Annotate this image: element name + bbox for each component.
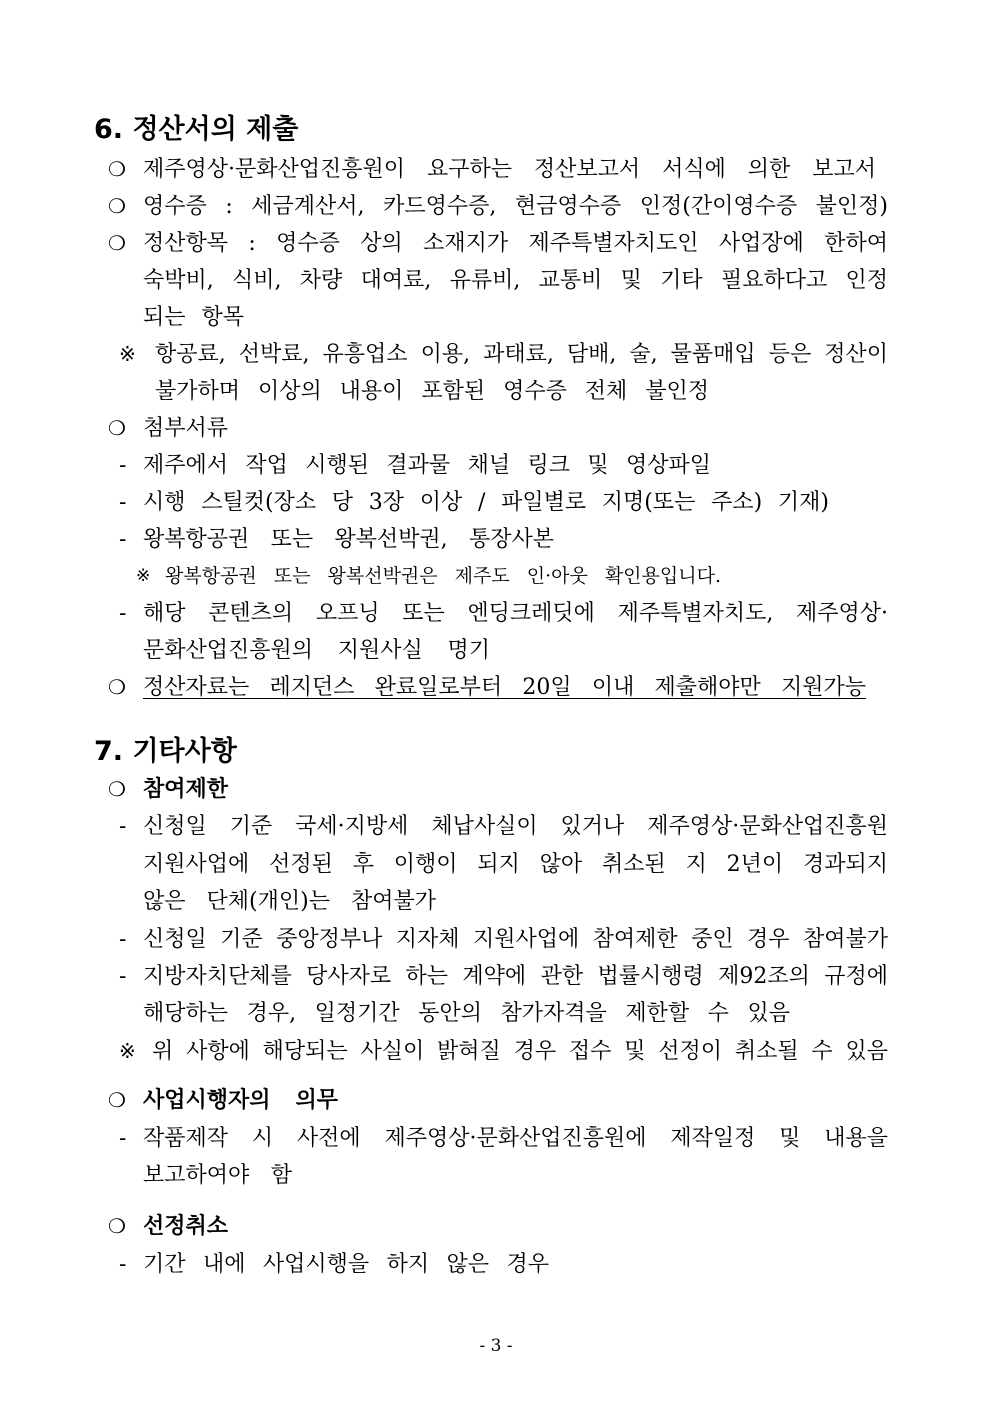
item-text: 않은 단체(개인)는 참여불가 [143,889,436,915]
dash-bullet: - [119,601,127,626]
note-item [0,1033,992,1070]
item-text: 영수증 : 세금계산서, 카드영수증, 현금영수증 인정(간이영수증 불인정) [143,194,888,219]
sub-list-item [0,1246,992,1283]
item-text: 제주영상·문화산업진흥원이 요구하는 정산보고서 서식에 의한 보고서 [143,157,876,182]
item-text: 지원사업에 선정된 후 이행이 되지 않아 취소된 지 2년이 경과되지 [143,851,888,877]
circle-bullet: ❍ [108,675,126,699]
reference-mark: ※ [119,1038,136,1063]
dash-bullet: - [119,926,127,952]
sub-list-item [0,447,992,484]
underlined-text: 정산자료는 레지던스 완료일로부터 20일 이내 제출해야만 지원가능 [143,675,866,700]
item-text: 보고하여야 함 [143,1162,292,1188]
note-text: 불가하며 이상의 내용이 포함된 영수증 전체 불인정 [155,379,709,404]
subsection-title [0,771,992,808]
dash-bullet: - [119,1251,127,1277]
sub-list-item [0,484,992,521]
sub-list-item [0,808,992,920]
item-text: 제주에서 작업 시행된 결과물 채널 링크 및 영상파일 [143,453,711,478]
item-text: 정산항목 : 영수증 상의 소재지가 제주특별자치도인 사업장에 한하여 [143,231,888,256]
small-note-item [0,558,992,595]
note-text: 왕복항공권 또는 왕복선박권은 제주도 인·아웃 확인용입니다. [165,565,721,587]
dash-bullet: - [119,453,127,478]
note-text: 항공료, 선박료, 유흥업소 이용, 과태료, 담배, 술, 물품매입 등은 정산이 [155,342,888,367]
underlined-item-text [143,669,866,706]
reference-mark: ※ [119,342,136,366]
list-item [0,225,992,336]
section-6-body [0,151,992,706]
section-heading: 6. 정산서의 제출 [94,114,299,145]
list-item [0,151,992,188]
page-number: - 3 - [479,1336,513,1356]
dash-bullet: - [119,814,127,840]
subsection-title-text: 선정취소 [143,1214,229,1240]
list-item [0,669,992,706]
subsection-title [0,1208,992,1245]
item-text: 신청일 기준 중앙정부나 지자체 지원사업에 참여제한 중인 경우 참여불가 [143,926,888,952]
reference-mark: ※ [136,566,151,586]
circle-bullet: ❍ [108,194,126,218]
subsection [0,1082,992,1194]
dash-bullet: - [119,490,127,515]
item-text: 해당하는 경우, 일정기간 동안의 참가자격을 제한할 수 있음 [143,1001,790,1027]
circle-bullet: ❍ [108,231,126,255]
item-text: 첨부서류 [143,416,229,441]
subsection-title-text: 사업시행자의 의무 [143,1088,338,1114]
sub-list-item [0,521,992,558]
sub-list-item [0,1120,992,1195]
item-text: 숙박비, 식비, 차량 대여료, 유류비, 교통비 및 기타 필요하다고 인정 [143,268,888,293]
item-text: 시행 스틸컷(장소 당 3장 이상 / 파일별로 지명(또는 주소) 기재) [143,490,829,515]
circle-bullet: ❍ [108,777,126,801]
item-text: 문화산업진흥원의 지원사실 명기 [143,638,490,663]
dash-bullet: - [119,1125,127,1151]
sub-list-item [0,595,992,669]
item-text: 되는 항목 [143,305,244,330]
circle-bullet: ❍ [108,1088,126,1113]
circle-bullet: ❍ [108,1214,126,1239]
dash-bullet: - [119,527,127,552]
item-text: 지방자치단체를 당사자로 하는 계약에 관한 법률시행령 제92조의 규정에 [143,963,888,989]
sub-list-item [0,958,992,1033]
item-text: 작품제작 시 사전에 제주영상·문화산업진흥원에 제작일정 및 내용을 [143,1125,888,1151]
subsection [0,1208,992,1283]
item-text: 왕복항공권 또는 왕복선박권, 통장사본 [143,527,554,552]
circle-bullet: ❍ [108,416,126,440]
subsection-title [0,1082,992,1119]
section-7-body [0,771,992,1283]
circle-bullet: ❍ [108,157,126,181]
list-item [0,188,992,225]
subsection-title-text: 참여제한 [143,777,229,802]
subsection [0,771,992,1070]
sub-list-item [0,921,992,958]
item-text: 신청일 기준 국세·지방세 체납사실이 있거나 제주영상·문화산업진흥원 [143,814,888,840]
dash-bullet: - [119,963,127,989]
section-heading: 7. 기타사항 [94,736,237,767]
item-text: 해당 콘텐츠의 오프닝 또는 엔딩크레딧에 제주특별자치도, 제주영상· [143,601,888,626]
list-item [0,410,992,447]
note-item [0,336,992,410]
item-text: 기간 내에 사업시행을 하지 않은 경우 [143,1251,549,1277]
note-text: 위 사항에 해당되는 사실이 밝혀질 경우 접수 및 선정이 취소될 수 있음 [152,1038,888,1064]
